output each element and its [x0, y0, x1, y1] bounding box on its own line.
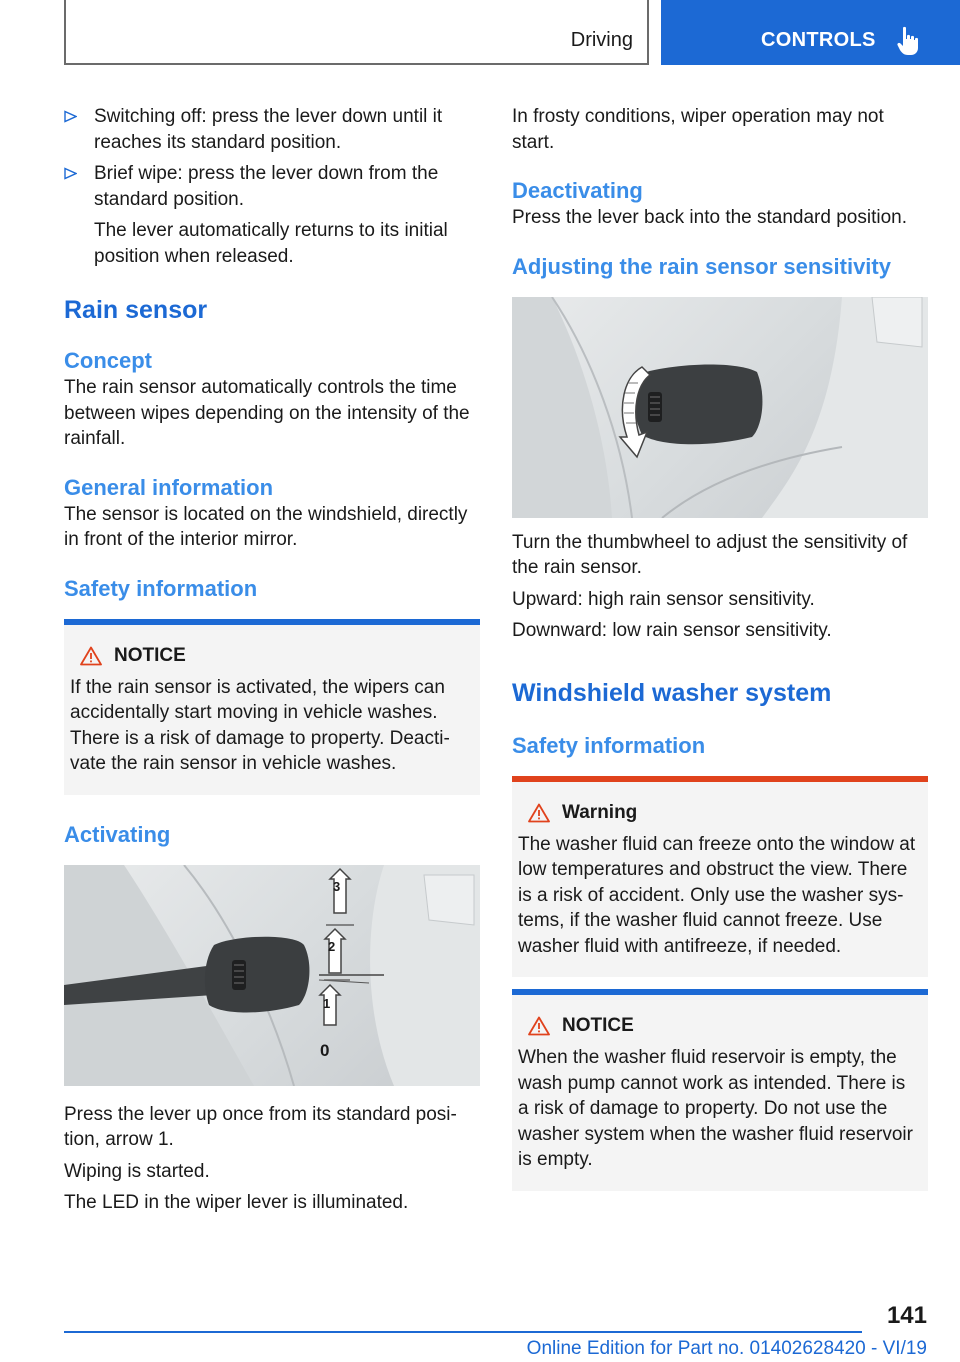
position-label-2: 2 [328, 938, 336, 954]
adjusting-text: Downward: low rain sensor sensitivity. [512, 620, 832, 641]
warning-text: The washer fluid can freeze onto the window at low temperatures and obstruct the view. There is a risk of accident. Only use the washer systems, if the washer fluid cannot freeze. Use washer fluid with antifreeze, if needed. [518, 833, 916, 957]
header-section-box [64, 0, 649, 65]
position-label-0: 0 [320, 1040, 330, 1060]
bullet-text: Switching off: press the lever down until it reaches its standard position. [94, 106, 443, 153]
adjusting-text: Turn the thumbwheel to adjust the sensitivity of the rain sensor. [512, 531, 908, 578]
bullet-text: Brief wipe: press the lever down from the standard position. [94, 163, 439, 210]
right-column [512, 104, 928, 1191]
list-item [64, 104, 480, 155]
warning-header [528, 802, 920, 824]
wiper-lever-drawing [64, 865, 480, 1086]
heading-adjusting-sensitivity: Adjusting the rain sensor sensitivity [512, 253, 891, 279]
warning-label: Warning [562, 801, 638, 823]
footer-divider [64, 1331, 862, 1333]
header-chapter-tab[interactable] [661, 0, 960, 65]
heading-concept: Concept [64, 348, 152, 373]
notice-text: When the washer fluid reservoir is empty, the wash pump cannot work as intended. There is a risk of damage to property. Do not use the washer system when the washer fluid reservoir is empty. [518, 1047, 913, 1170]
adjusting-text: Upward: high rain sensor sensitivity. [512, 588, 815, 610]
warning-triangle-icon [80, 646, 102, 666]
position-label-1: 1 [323, 995, 331, 1011]
warning-box [512, 776, 928, 978]
notice-header [80, 645, 472, 667]
activating-text: Wiping is started. [64, 1160, 210, 1182]
footer-edition: Online Edition for Part no. 01402628420 - VI/19 [526, 1338, 927, 1359]
deactivating-text: Press the lever back into the standard position. [512, 207, 908, 228]
notice-label: NOTICE [114, 644, 186, 666]
list-item [64, 161, 480, 212]
activating-text: The LED in the wiper lever is illuminated. [64, 1192, 409, 1213]
activating-text: Press the lever up once from its standard position, arrow 1. [64, 1103, 457, 1150]
position-label-3: 3 [333, 878, 341, 894]
heading-activating: Activating [64, 821, 171, 847]
notice-box [64, 619, 480, 795]
notice-text: If the rain sensor is activated, the wipers can accidentally start moving in vehicle washes. There is a risk of damage to property. Deactivate the rain sensor in vehicle washes. [70, 676, 450, 774]
warning-triangle-icon [528, 803, 550, 823]
heading-rain-sensor: Rain sensor [64, 296, 208, 324]
thumbwheel-illustration [512, 297, 928, 518]
heading-safety-information-washer: Safety information [512, 732, 706, 758]
page-number: 141 [886, 1302, 927, 1329]
general-text: The sensor is located on the windshield, directly in front of the interior mirror. [64, 503, 468, 550]
heading-deactivating: Deactivating [512, 178, 643, 203]
concept-text: The rain sensor automatically controls the time between wipes depending on the intensity of the rainfall. [64, 377, 470, 449]
notice-header [528, 1015, 920, 1037]
heading-general-information: General information [64, 474, 274, 500]
triangle-bullet-icon [64, 167, 77, 180]
header-section-label: Driving [570, 29, 633, 51]
wiper-lever-illustration [64, 865, 480, 1086]
heading-windshield-washer-system: Windshield washer system [512, 678, 832, 707]
notice-box [512, 989, 928, 1191]
pointing-hand-icon [897, 26, 921, 56]
triangle-bullet-icon [64, 110, 77, 123]
left-column [64, 104, 480, 1216]
frosty-text: In frosty conditions, wiper operation may not start. [512, 106, 884, 153]
bullet-note: The lever automatically returns to its initial position when released. [94, 220, 448, 267]
thumbwheel-drawing [512, 297, 928, 518]
heading-safety-information: Safety information [64, 575, 258, 601]
notice-label: NOTICE [562, 1015, 634, 1036]
warning-triangle-icon [528, 1016, 550, 1036]
header-chapter-label: CONTROLS [761, 29, 876, 51]
